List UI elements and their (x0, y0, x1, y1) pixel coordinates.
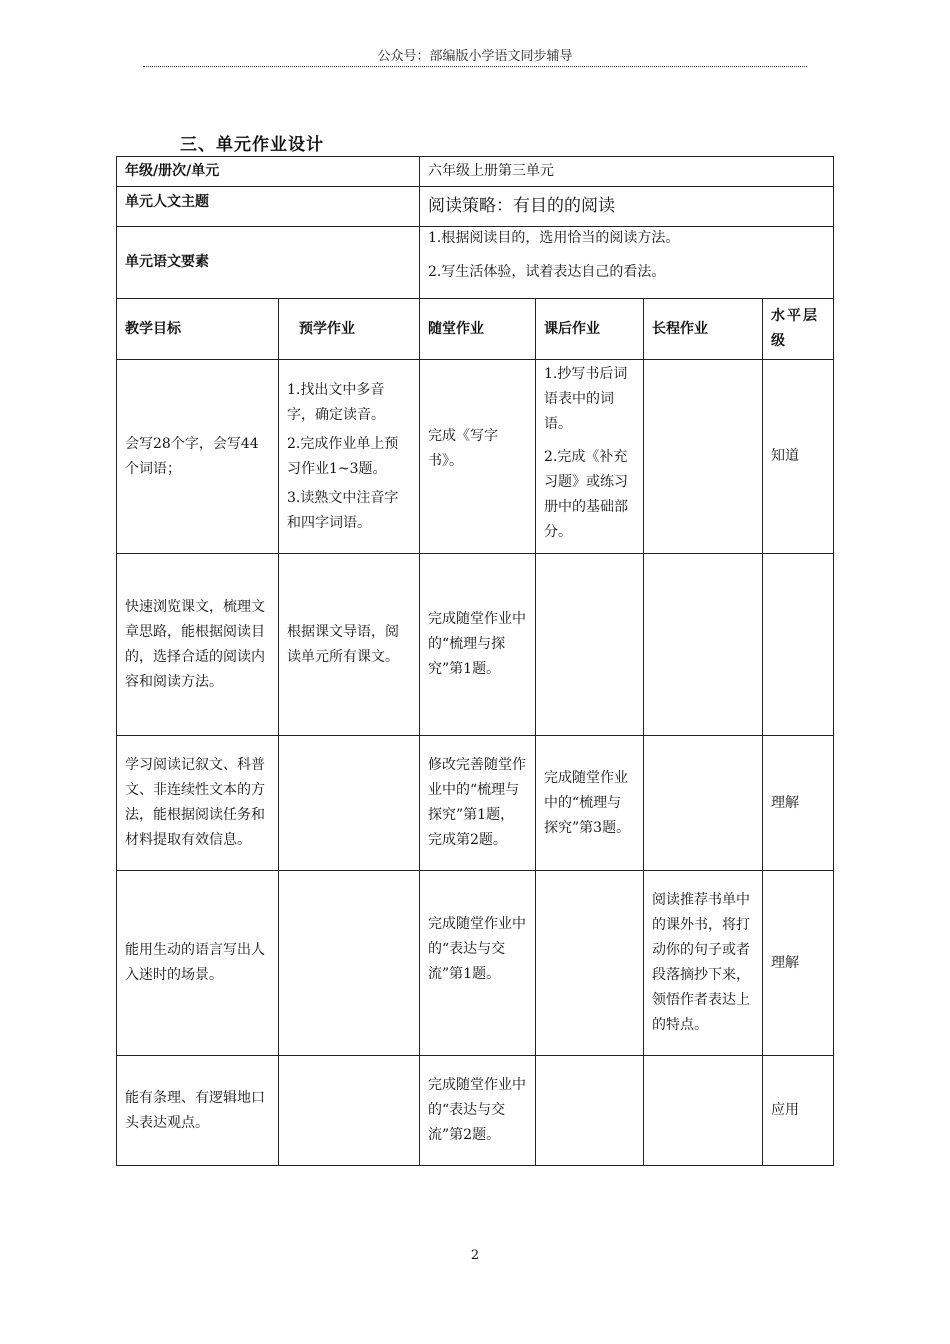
long-cell (644, 554, 763, 736)
long-cell: 阅读推荐书单中的课外书，将打动你的句子或者段落摘抄下来，领悟作者表达上的特点。 (644, 871, 763, 1056)
col-after: 课后作业 (536, 299, 644, 360)
section-title: 三、单元作业设计 (180, 135, 324, 155)
after-cell (536, 360, 644, 554)
after-cell (536, 554, 644, 736)
goal-cell: 快速浏览课文，梳理文章思路，能根据阅读目的，选择合适的阅读内容和阅读方法。 (117, 554, 279, 736)
grade-row (117, 157, 834, 187)
table-row (117, 1056, 834, 1166)
col-long: 长程作业 (644, 299, 763, 360)
inclass-cell: 完成《写字书》。 (420, 360, 536, 554)
theme-label: 单元人文主题 (117, 187, 420, 227)
after-cell (536, 1056, 644, 1166)
inclass-cell: 完成随堂作业中的“表达与交流”第2题。 (420, 1056, 536, 1166)
element-item: 1.根据阅读目的，选用恰当的阅读方法。 (428, 230, 680, 246)
inclass-cell: 完成随堂作业中的“梳理与探究”第1题。 (420, 554, 536, 736)
goal-cell: 能用生动的语言写出人入迷时的场景。 (117, 871, 279, 1056)
column-header-row (117, 299, 834, 360)
level-cell: 理解 (763, 871, 834, 1056)
pre-item: 3.读熟文中注音字和四字词语。 (287, 489, 399, 531)
long-cell (644, 360, 763, 554)
elements-row (117, 227, 834, 299)
page-number: 2 (470, 1248, 480, 1263)
element-item: 2.写生活体验，试着表达自己的看法。 (428, 264, 666, 280)
level-cell: 知道 (763, 360, 834, 554)
grade-label: 年级/册次/单元 (117, 157, 420, 187)
goal-cell: 学习阅读记叙文、科普文、非连续性文本的方法，能根据阅读任务和材料提取有效信息。 (117, 736, 279, 871)
level-cell: 理解 (763, 736, 834, 871)
long-cell (644, 1056, 763, 1166)
inclass-cell: 修改完善随堂作业中的“梳理与探究”第1题，完成第2题。 (420, 736, 536, 871)
header-divider (143, 66, 807, 67)
theme-row (117, 187, 834, 227)
pre-cell: 根据课文导语，阅读单元所有课文。 (279, 554, 420, 736)
goal-cell: 会写28个字，会写44个词语； (117, 360, 279, 554)
theme-value: 阅读策略：有目的的阅读 (420, 187, 834, 227)
pre-cell (279, 871, 420, 1056)
after-item: 2.完成《补充习题》或练习册中的基础部分。 (544, 449, 628, 540)
pre-cell (279, 736, 420, 871)
pre-item: 2.完成作业单上预习作业1~3题。 (287, 435, 399, 477)
table-row (117, 736, 834, 871)
col-goal: 教学目标 (117, 299, 279, 360)
col-pre: 预学作业 (279, 299, 420, 360)
elements-value (420, 227, 834, 299)
level-cell (763, 554, 834, 736)
col-inclass: 随堂作业 (420, 299, 536, 360)
table-row (117, 360, 834, 554)
pre-item: 1.找出文中多音字，确定读音。 (287, 381, 385, 423)
long-cell (644, 736, 763, 871)
table-row (117, 871, 834, 1056)
level-cell: 应用 (763, 1056, 834, 1166)
grade-value: 六年级上册第三单元 (420, 157, 834, 187)
after-item: 1.抄写书后词语表中的词语。 (544, 366, 628, 432)
after-cell (536, 871, 644, 1056)
table-row (117, 554, 834, 736)
inclass-cell: 完成随堂作业中的“表达与交流”第1题。 (420, 871, 536, 1056)
homework-design-table (116, 156, 834, 1166)
col-level: 水平层级 (763, 299, 834, 360)
pre-cell (279, 1056, 420, 1166)
after-cell: 完成随堂作业中的“梳理与探究”第3题。 (536, 736, 644, 871)
goal-cell: 能有条理、有逻辑地口头表达观点。 (117, 1056, 279, 1166)
page-header: 公众号：部编版小学语文同步辅导 (377, 49, 573, 64)
elements-label: 单元语文要素 (117, 227, 420, 299)
pre-cell (279, 360, 420, 554)
